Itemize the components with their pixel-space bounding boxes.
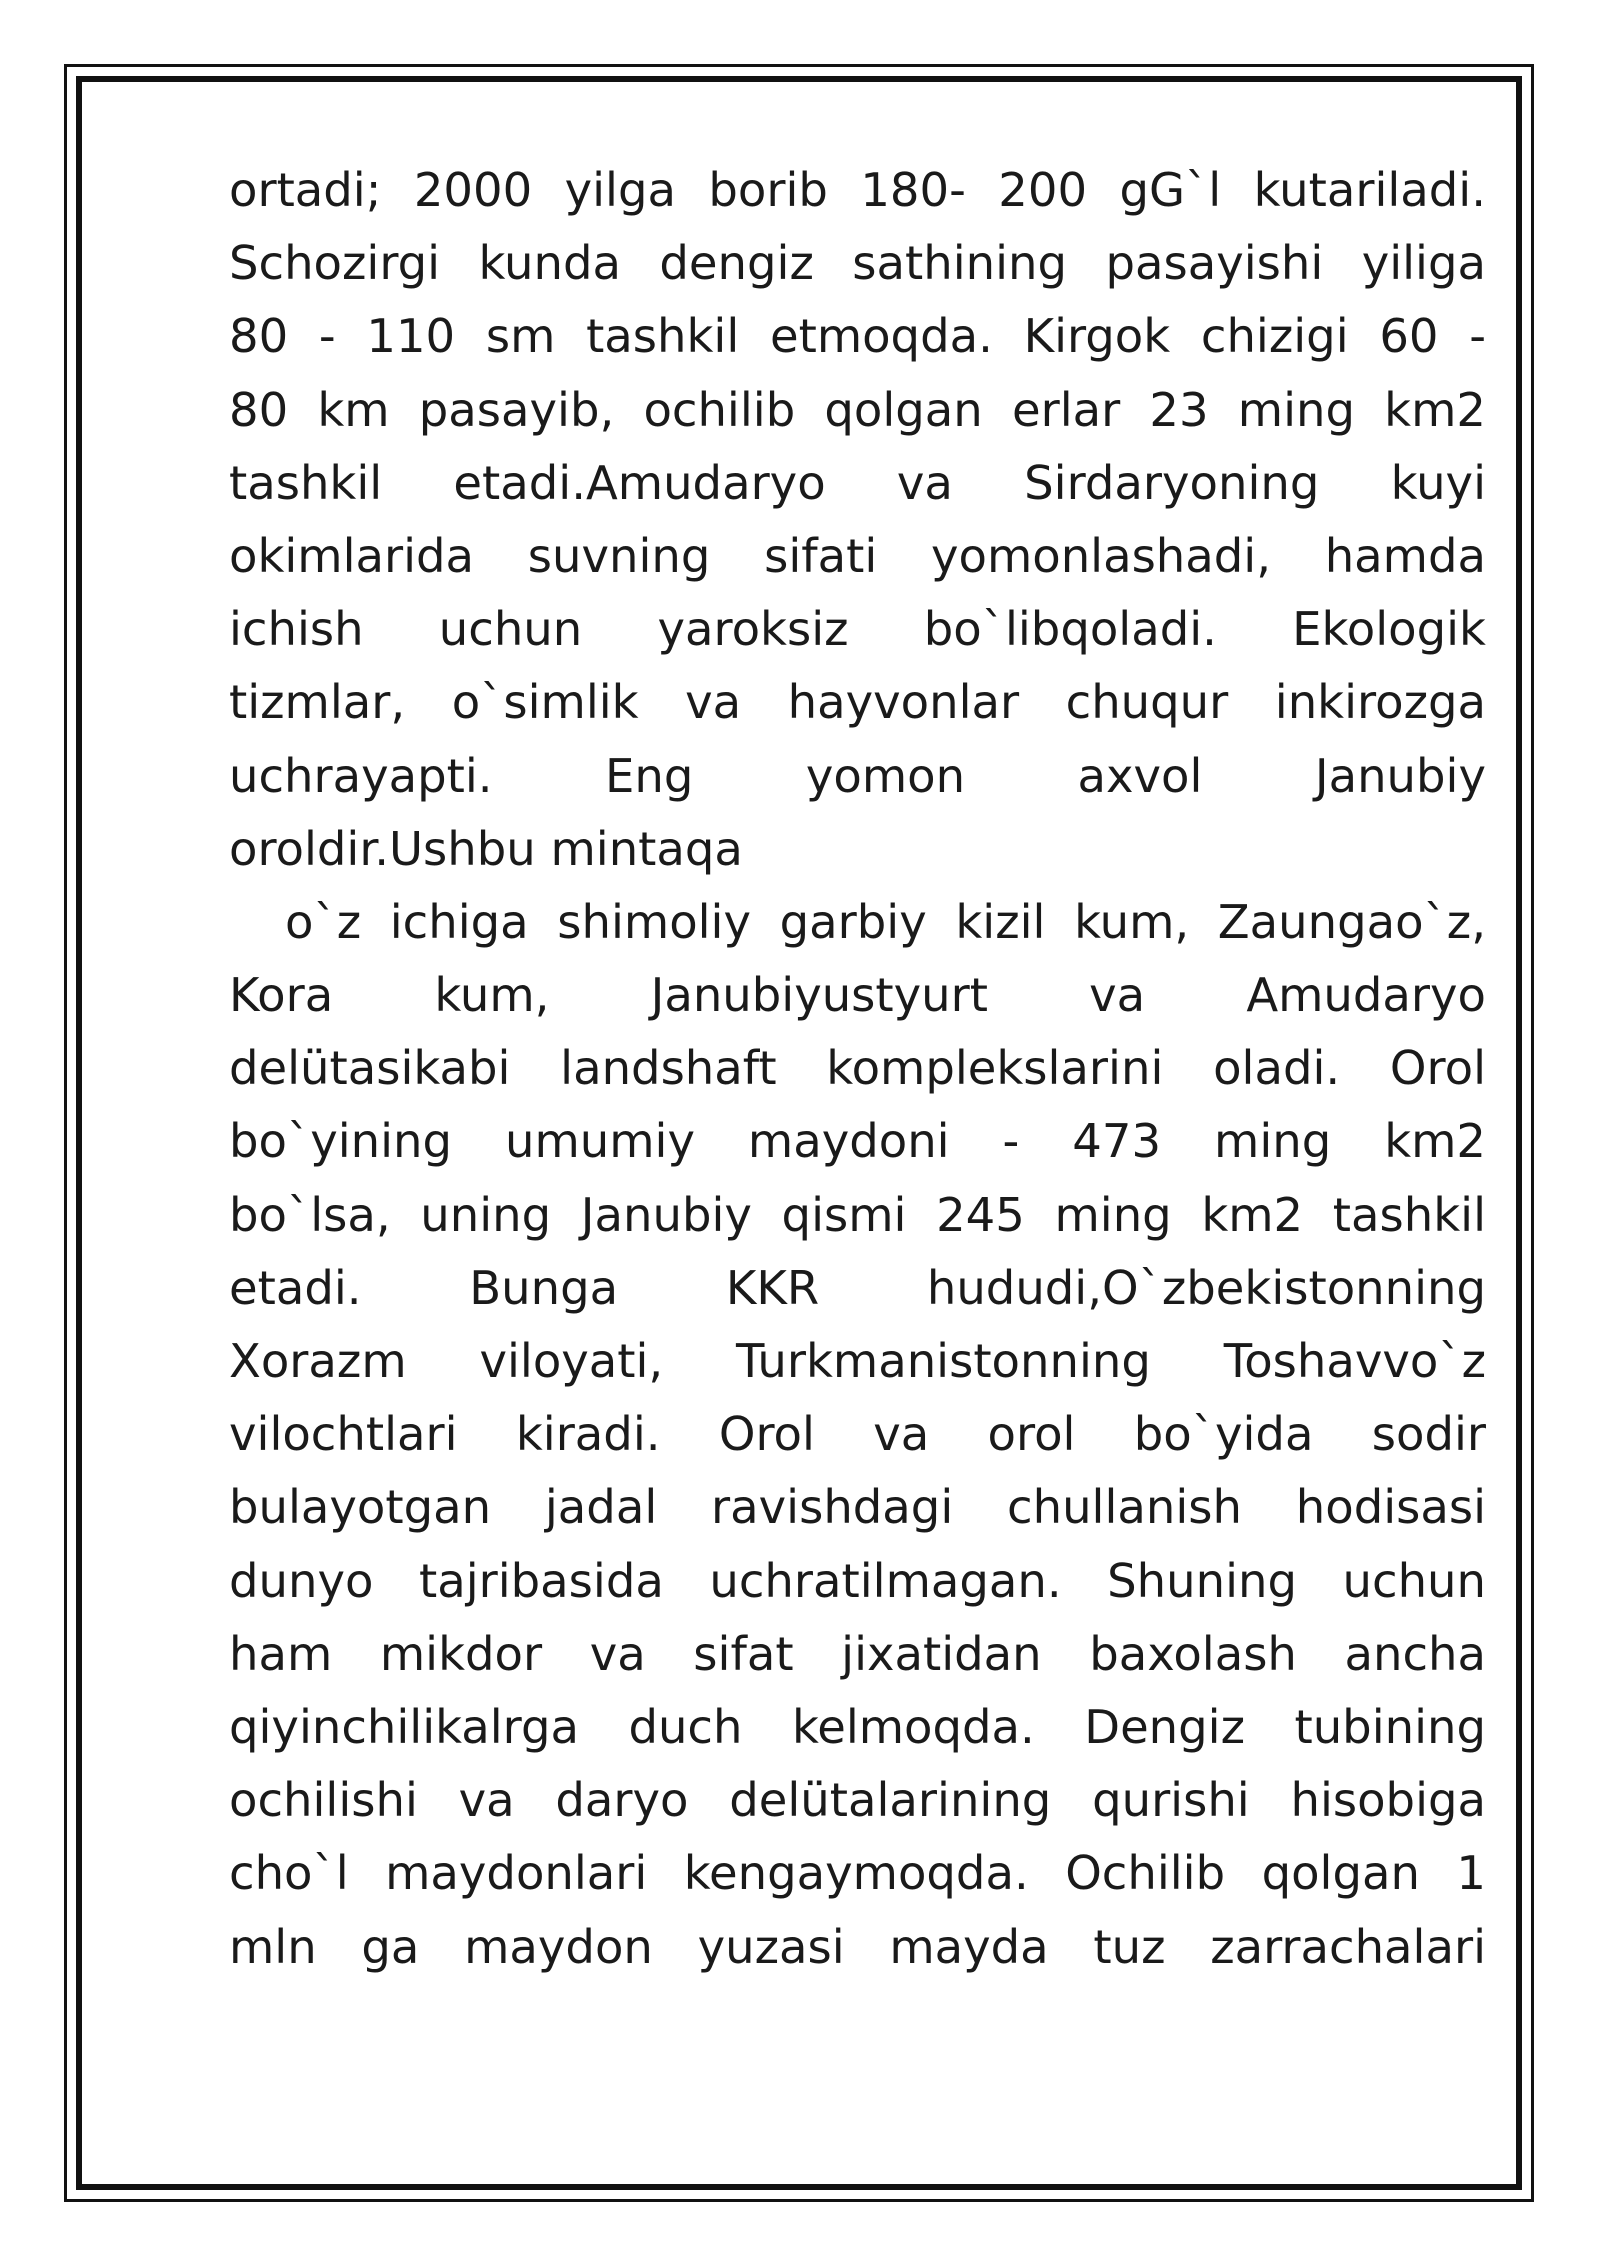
text-line: Schozirgi kunda dengiz sathining pasayishi yiliga [229,236,1486,291]
text-line: delütasikabi landshaft komplekslarini oladi. Orol [229,1041,1486,1096]
text-line: ham mikdor va sifat jixatidan baxolash ancha [229,1626,1486,1681]
text-line: o`z ichiga shimoliy garbiy kizil kum, Zaungao`z, [285,894,1486,949]
text-line: 80 km pasayib, ochilib qolgan erlar 23 ming km2 [229,382,1486,437]
text-line: tashkil etadi.Amudaryo va Sirdaryoning kuyi [229,455,1486,510]
text-line: bo`yining umumiy maydoni - 473 ming km2 [229,1114,1486,1169]
text-line: Xorazm viloyati, Turkmanistonning Toshavvo`z [229,1334,1486,1388]
text-line: okimlarida suvning sifati yomonlashadi, hamda [229,528,1486,583]
text-line: bulayotgan jadal ravishdagi chullanish hodisasi [229,1480,1486,1535]
text-line: ortadi; 2000 yilga borib 180- 200 gG`l kutariladi. [229,163,1486,217]
body-text [229,154,1486,1984]
text-line: 80 - 110 sm tashkil etmoqda. Kirgok chizigi 60 - [229,309,1486,364]
text-line: cho`l maydonlari kengaymoqda. Ochilib qolgan 1 [229,1846,1486,1901]
text-line: qiyinchilikalrga duch kelmoqda. Dengiz tubining [229,1699,1486,1754]
text-line: etadi. Bunga KKR hududi,O`zbekistonning [229,1260,1486,1315]
text-line: mln ga maydon yuzasi mayda tuz zarrachalari [229,1919,1486,1974]
text-line: uchrayapti. Eng yomon axvol Janubiy [229,748,1486,803]
text-line: vilochtlari kiradi. Orol va orol bo`yida sodir [229,1407,1486,1462]
text-line: Kora kum, Janubiyustyurt va Amudaryo [229,968,1486,1023]
text-line: tizmlar, o`simlik va hayvonlar chuqur inkirozga [229,675,1486,730]
text-line: dunyo tajribasida uchratilmagan. Shuning uchun [229,1553,1486,1608]
text-line: oroldir.Ushbu mintaqa [229,821,743,876]
text-line: bo`lsa, uning Janubiy qismi 245 ming km2 tashkil [229,1187,1486,1242]
text-line: ichish uchun yaroksiz bo`libqoladi. Ekologik [229,602,1486,657]
text-line: ochilishi va daryo delütalarining qurishi hisobiga [229,1773,1486,1828]
